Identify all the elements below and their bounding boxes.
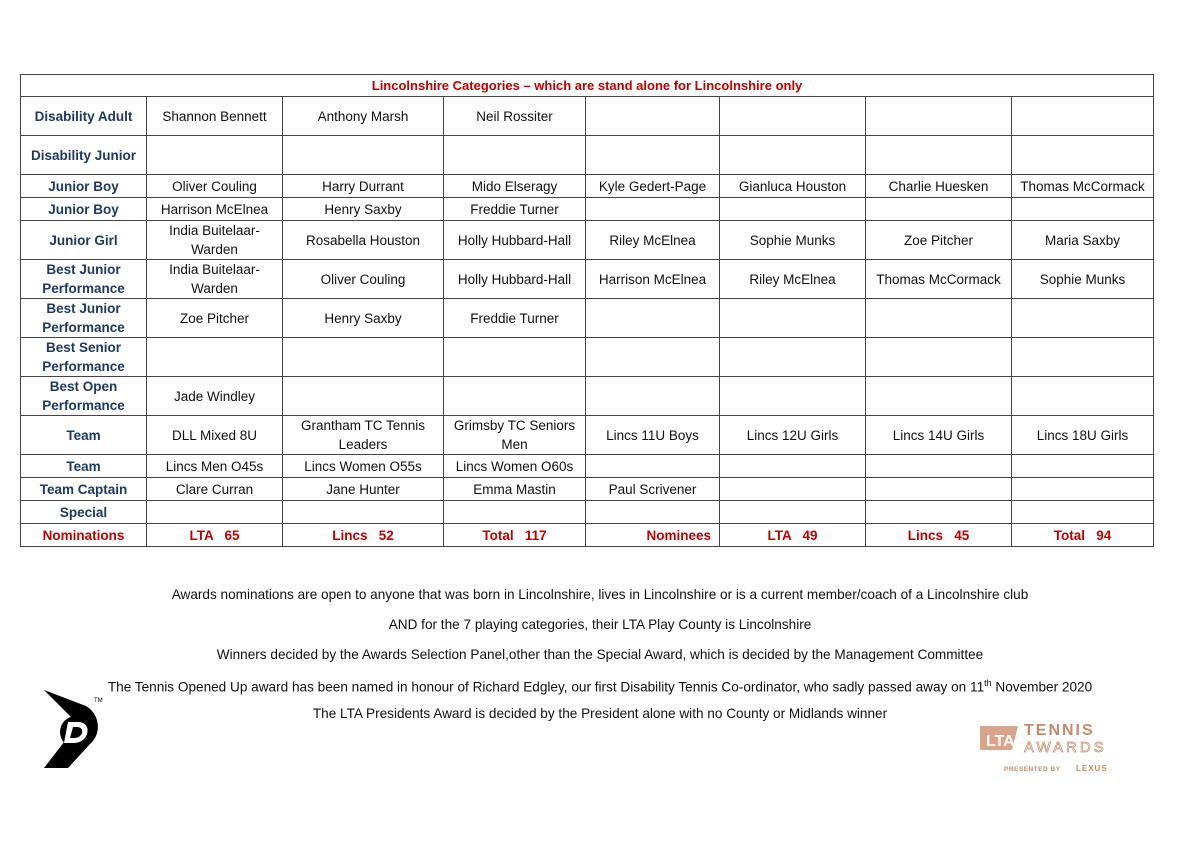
nominee-cell: Harry Durrant [283, 175, 444, 198]
nominee-cell [444, 377, 586, 416]
nominee-cell [866, 377, 1012, 416]
nominee-cell: Harrison McElnea [586, 260, 720, 299]
lta-presented-by: PRESENTED BY [1004, 766, 1061, 773]
nominee-cell [1012, 299, 1154, 338]
table-row [21, 478, 1154, 501]
nominee-cell: DLL Mixed 8U [147, 416, 283, 455]
note-eligibility: Awards nominations are open to anyone that was born in Lincolnshire, lives in Lincolnshire or is a current member/coach of a Lincolnshire club [171, 587, 1029, 602]
nominee-cell [866, 97, 1012, 136]
note-tennis-opened-up [0, 669, 1200, 699]
nominee-cell: Lincs 12U Girls [720, 416, 866, 455]
nominee-cell: Holly Hubbard-Hall [444, 221, 586, 260]
nominee-cell: Oliver Couling [283, 260, 444, 299]
nominee-cell: Holly Hubbard-Hall [444, 260, 586, 299]
totals-cell: LTA 49 [720, 524, 866, 547]
nominee-cell: Grimsby TC Seniors Men [444, 416, 586, 455]
totals-cell: Lincs 52 [283, 524, 444, 547]
nominee-cell: Rosabella Houston [283, 221, 444, 260]
lta-awards-word: AWARDS [1024, 739, 1107, 756]
totals-cell: Total 94 [1012, 524, 1154, 547]
lta-mark-text: LTA [986, 733, 1015, 750]
nominee-cell [586, 377, 720, 416]
dunlop-logo [38, 688, 110, 770]
category-label: Team [21, 455, 147, 478]
nominee-cell: Henry Saxby [283, 198, 444, 221]
nominee-cell [1012, 136, 1154, 175]
nominee-cell [720, 478, 866, 501]
nominee-cell: Charlie Huesken [866, 175, 1012, 198]
table-title: Lincolnshire Categories – which are stand alone for Lincolnshire only [21, 75, 1154, 97]
nominee-cell [720, 455, 866, 478]
nominee-cell [283, 136, 444, 175]
nominee-cell: Emma Mastin [444, 478, 586, 501]
nominee-cell [866, 455, 1012, 478]
nominee-cell: Oliver Couling [147, 175, 283, 198]
nominee-cell [586, 338, 720, 377]
nominations-totals-row [21, 524, 1154, 547]
category-label: Junior Boy [21, 175, 147, 198]
nominee-cell [147, 136, 283, 175]
nominee-cell: Kyle Gedert-Page [586, 175, 720, 198]
nominee-cell [720, 299, 866, 338]
nominee-cell [444, 136, 586, 175]
totals-cell: Lincs 45 [866, 524, 1012, 547]
nominee-cell: Paul Scrivener [586, 478, 720, 501]
nominee-cell [866, 478, 1012, 501]
category-label: Team [21, 416, 147, 455]
nominee-cell: Shannon Bennett [147, 97, 283, 136]
notes [0, 580, 1200, 729]
category-label: Best Junior Performance [21, 299, 147, 338]
table-row [21, 97, 1154, 136]
note-winners: Winners decided by the Awards Selection Panel,other than the Special Award, which is decided by the Management Committee [216, 646, 984, 662]
nominee-cell: India Buitelaar-Warden [147, 221, 283, 260]
nominee-cell [866, 299, 1012, 338]
nominee-cell [1012, 478, 1154, 501]
lta-tennis-word: TENNIS [1024, 722, 1095, 739]
table-row [21, 198, 1154, 221]
nominee-cell [444, 501, 586, 524]
nominee-cell: Thomas McCormack [866, 260, 1012, 299]
nominee-cell [720, 136, 866, 175]
nominee-cell: Zoe Pitcher [866, 221, 1012, 260]
nominee-cell [586, 501, 720, 524]
nominee-cell: Harrison McElnea [147, 198, 283, 221]
lta-tennis-awards-logo [978, 716, 1148, 776]
table-row [21, 299, 1154, 338]
nominee-cell [720, 501, 866, 524]
nominee-cell [1012, 377, 1154, 416]
totals-label: Nominations [21, 524, 147, 547]
nominee-cell: Grantham TC Tennis Leaders [283, 416, 444, 455]
note-tennis-opened-up-date: November 2020 [991, 679, 1093, 695]
nominee-cell: Lincs Women O55s [283, 455, 444, 478]
nominee-cell: Clare Curran [147, 478, 283, 501]
nominee-cell: Lincs 11U Boys [586, 416, 720, 455]
lexus-wordmark: LEXUS [1076, 764, 1108, 773]
category-label: Junior Girl [21, 221, 147, 260]
nominee-cell [720, 377, 866, 416]
table-title-row [21, 75, 1154, 97]
nominee-cell: Lincs Women O60s [444, 455, 586, 478]
nominee-cell [444, 338, 586, 377]
category-label: Junior Boy [21, 198, 147, 221]
nominee-cell [586, 299, 720, 338]
table-row [21, 416, 1154, 455]
note-presidents-award: The LTA Presidents Award is decided by the President alone with no County or Midlands winner [312, 706, 888, 722]
nominee-cell: Jane Hunter [283, 478, 444, 501]
nominee-cell [586, 198, 720, 221]
category-label: Disability Adult [21, 97, 147, 136]
nominee-cell [720, 338, 866, 377]
table-row [21, 136, 1154, 175]
nominee-cell [1012, 338, 1154, 377]
category-label: Special [21, 501, 147, 524]
nominee-cell [586, 455, 720, 478]
table-row [21, 175, 1154, 198]
nominee-cell: India Buitelaar-Warden [147, 260, 283, 299]
nominee-cell [866, 136, 1012, 175]
totals-cell: LTA 65 [147, 524, 283, 547]
nominee-cell: Sophie Munks [720, 221, 866, 260]
note-tennis-opened-up-text: The Tennis Opened Up award has been named in honour of Richard Edgley, our first Disability Tennis Co-ordinator, who sadly passed away on 11 [107, 679, 985, 695]
nominee-cell [866, 198, 1012, 221]
nominee-cell: Riley McElnea [586, 221, 720, 260]
note-ordinal-suffix: th [984, 678, 992, 689]
nominee-cell: Freddie Turner [444, 299, 586, 338]
nominee-cell [720, 198, 866, 221]
nominee-cell [147, 338, 283, 377]
nominee-cell: Lincs 14U Girls [866, 416, 1012, 455]
nominee-cell: Lincs 18U Girls [1012, 416, 1154, 455]
nominee-cell [283, 377, 444, 416]
nominee-cell [147, 501, 283, 524]
totals-cell: Nominees [586, 524, 720, 547]
table-row [21, 338, 1154, 377]
note-playing-categories: AND for the 7 playing categories, their LTA Play County is Lincolnshire [388, 616, 812, 632]
table-row [21, 377, 1154, 416]
nominee-cell: Gianluca Houston [720, 175, 866, 198]
nominee-cell: Henry Saxby [283, 299, 444, 338]
nominee-cell [283, 338, 444, 377]
nominee-cell [866, 338, 1012, 377]
nominee-cell [1012, 501, 1154, 524]
nominee-cell: Zoe Pitcher [147, 299, 283, 338]
dunlop-trademark: TM [94, 698, 103, 704]
table-row [21, 501, 1154, 524]
nominee-cell [586, 97, 720, 136]
table-row [21, 455, 1154, 478]
nominee-cell: Anthony Marsh [283, 97, 444, 136]
nominee-cell: Mido Elseragy [444, 175, 586, 198]
nominee-cell: Thomas McCormack [1012, 175, 1154, 198]
nominee-cell: Neil Rossiter [444, 97, 586, 136]
nominee-cell: Riley McElnea [720, 260, 866, 299]
nominee-cell: Sophie Munks [1012, 260, 1154, 299]
category-label: Best Senior Performance [21, 338, 147, 377]
category-label: Team Captain [21, 478, 147, 501]
totals-cell: Total 117 [444, 524, 586, 547]
nominee-cell [866, 501, 1012, 524]
nominee-cell: Jade Windley [147, 377, 283, 416]
nominee-cell [1012, 198, 1154, 221]
table-row [21, 221, 1154, 260]
category-label: Best Open Performance [21, 377, 147, 416]
awards-table [20, 74, 1154, 547]
nominee-cell [283, 501, 444, 524]
nominee-cell [720, 97, 866, 136]
nominee-cell [586, 136, 720, 175]
nominee-cell [1012, 97, 1154, 136]
nominee-cell: Lincs Men O45s [147, 455, 283, 478]
table-row [21, 260, 1154, 299]
category-label: Best Junior Performance [21, 260, 147, 299]
nominee-cell: Maria Saxby [1012, 221, 1154, 260]
nominee-cell [1012, 455, 1154, 478]
nominee-cell: Freddie Turner [444, 198, 586, 221]
category-label: Disability Junior [21, 136, 147, 175]
